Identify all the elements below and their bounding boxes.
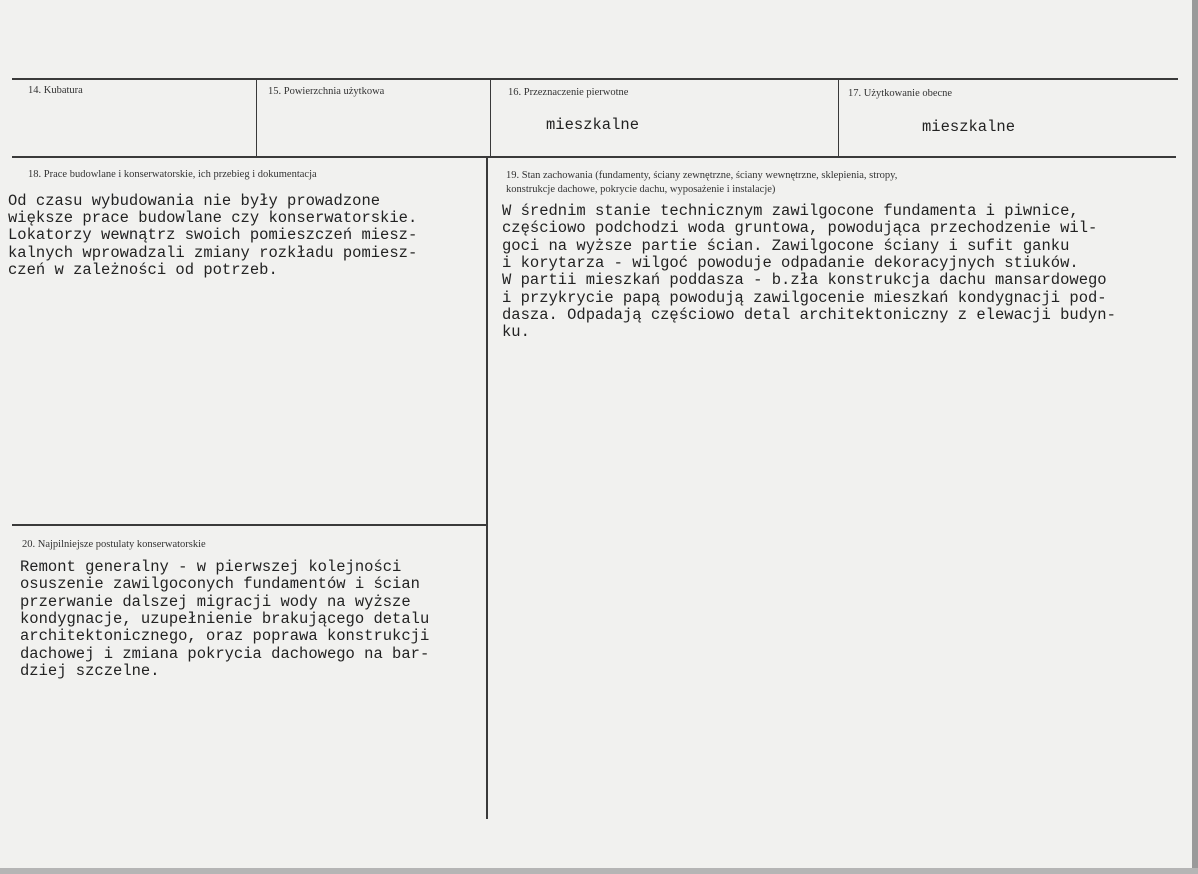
label-uzytkowanie: 17. Użytkowanie obecne <box>848 88 953 99</box>
scan-edge-right <box>1192 0 1198 874</box>
text-line: częściowo podchodzi woda gruntowa, powodująca przechodzenie wil- <box>502 219 1098 237</box>
text-line: większe prace budowlane czy konserwatorskie. <box>8 209 418 227</box>
text-line: i korytarza - wilgoć powoduje odpadanie dekoracyjnych stiuków. <box>502 254 1079 272</box>
text-line: dziej szczelne. <box>20 662 160 680</box>
rule-section20-top <box>12 524 486 526</box>
text-line: goci na wyższe partie ścian. Zawilgocone ściany i sufit ganku <box>502 237 1070 255</box>
label-stan-zachowania-2: konstrukcje dachowe, pokrycie dachu, wyposażenie i instalacje) <box>506 184 776 195</box>
label-przeznaczenie: 16. Przeznaczenie pierwotne <box>508 87 629 98</box>
rule-v-15-16 <box>490 79 491 156</box>
scan-edge-bottom <box>0 868 1198 874</box>
value-uzytkowanie: mieszkalne <box>922 118 1016 136</box>
text-line: i przykrycie papą powodują zawilgocenie mieszkań kondygnacji pod- <box>502 289 1107 307</box>
text-line: Lokatorzy wewnątrz swoich pomieszczeń miesz- <box>8 226 418 244</box>
label-prace-budowlane: 18. Prace budowlane i konserwatorskie, ich przebieg i dokumentacja <box>28 169 317 180</box>
text-line: dasza. Odpadają częściowo detal architektoniczny z elewacji budyn- <box>502 306 1116 324</box>
text-line: W partii mieszkań poddasza - b.zła konstrukcja dachu mansardowego <box>502 271 1107 289</box>
text-line: czeń w zależności od potrzeb. <box>8 261 278 279</box>
text-line: kalnych wprowadzali zmiany rozkładu pomiesz- <box>8 244 418 262</box>
rule-top <box>12 78 1178 80</box>
label-powierzchnia: 15. Powierzchnia użytkowa <box>268 86 385 97</box>
label-stan-zachowania-1: 19. Stan zachowania (fundamenty, ściany zewnętrzne, ściany wewnętrzne, sklepienia, stropy, <box>506 170 898 181</box>
text-line: architektonicznego, oraz poprawa konstrukcji <box>20 627 430 645</box>
text-line: Od czasu wybudowania nie były prowadzone <box>8 192 381 210</box>
label-postulaty: 20. Najpilniejsze postulaty konserwatorskie <box>22 539 206 550</box>
rule-v-left-right <box>486 157 488 819</box>
value-przeznaczenie: mieszkalne <box>546 116 640 134</box>
text-line: kondygnacje, uzupełnienie brakującego detalu <box>20 610 430 628</box>
label-kubatura: 14. Kubatura <box>28 85 83 96</box>
rule-v-16-17 <box>838 79 839 156</box>
text-line: Remont generalny - w pierwszej kolejności <box>20 558 402 576</box>
text-line: przerwanie dalszej migracji wody na wyższe <box>20 593 411 611</box>
text-line: dachowej i zmiana pokrycia dachowego na bar- <box>20 645 430 663</box>
text-line: ku. <box>502 323 530 341</box>
rule-row1-bottom <box>12 156 1176 158</box>
rule-v-14-15 <box>256 79 257 156</box>
text-line: osuszenie zawilgoconych fundamentów i ścian <box>20 575 420 593</box>
text-line: W średnim stanie technicznym zawilgocone fundamenta i piwnice, <box>502 202 1079 220</box>
